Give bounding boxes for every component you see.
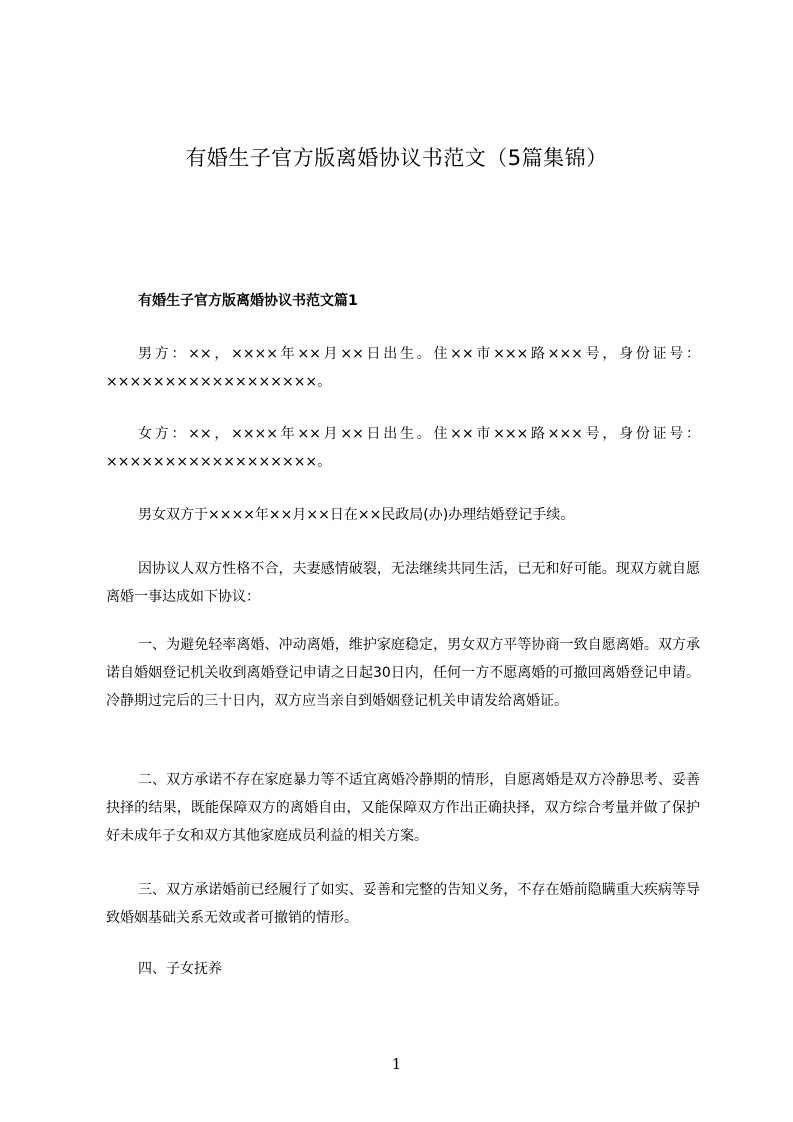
paragraph-male-party: 男方：××，××××年××月××日出生。住××市×××路×××号，身份证号：××××××××××××××××××。 xyxy=(106,346,700,390)
paragraph-clause-4-heading: 四、子女抚养 xyxy=(138,961,222,977)
paragraph-female-party: 女方：××，××××年××月××日出生。住××市×××路×××号，身份证号：××××××××××××××××××。 xyxy=(106,426,700,470)
paragraph-reason: 因协议人双方性格不合，夫妻感情破裂，无法继续共同生活，已无和好可能。现双方就自愿离婚一事达成如下协议： xyxy=(106,561,700,605)
paragraph-marriage-registration: 男女双方于××××年××月××日在××民政局(办)办理结婚登记手续。 xyxy=(138,507,575,523)
paragraph-clause-3: 三、双方承诺婚前已经履行了如实、妥善和完整的告知义务，不存在婚前隐瞒重大疾病等导致婚姻基础关系无效或者可撤销的情形。 xyxy=(106,882,700,926)
section-heading: 有婚生子官方版离婚协议书范文篇1 xyxy=(138,293,358,309)
page-number: 1 xyxy=(391,1055,402,1073)
document-title: 有婚生子官方版离婚协议书范文（5篇集锦） xyxy=(185,146,608,170)
paragraph-clause-1: 一、为避免轻率离婚、冲动离婚，维护家庭稳定，男女双方平等协商一致自愿离婚。双方承诺自婚姻登记机关收到离婚登记申请之日起30日内，任何一方不愿离婚的可撤回离婚登记申请。冷静期过完后的三十日内，双方应当亲自到婚姻登记机关申请发给离婚证。 xyxy=(106,637,700,709)
paragraph-clause-2: 二、双方承诺不存在家庭暴力等不适宜离婚冷静期的情形，自愿离婚是双方冷静思考、妥善抉择的结果，既能保障双方的离婚自由，又能保障双方作出正确抉择，双方综合考量并做了保护好未成年子女和双方其他家庭成员利益的相关方案。 xyxy=(106,772,700,844)
